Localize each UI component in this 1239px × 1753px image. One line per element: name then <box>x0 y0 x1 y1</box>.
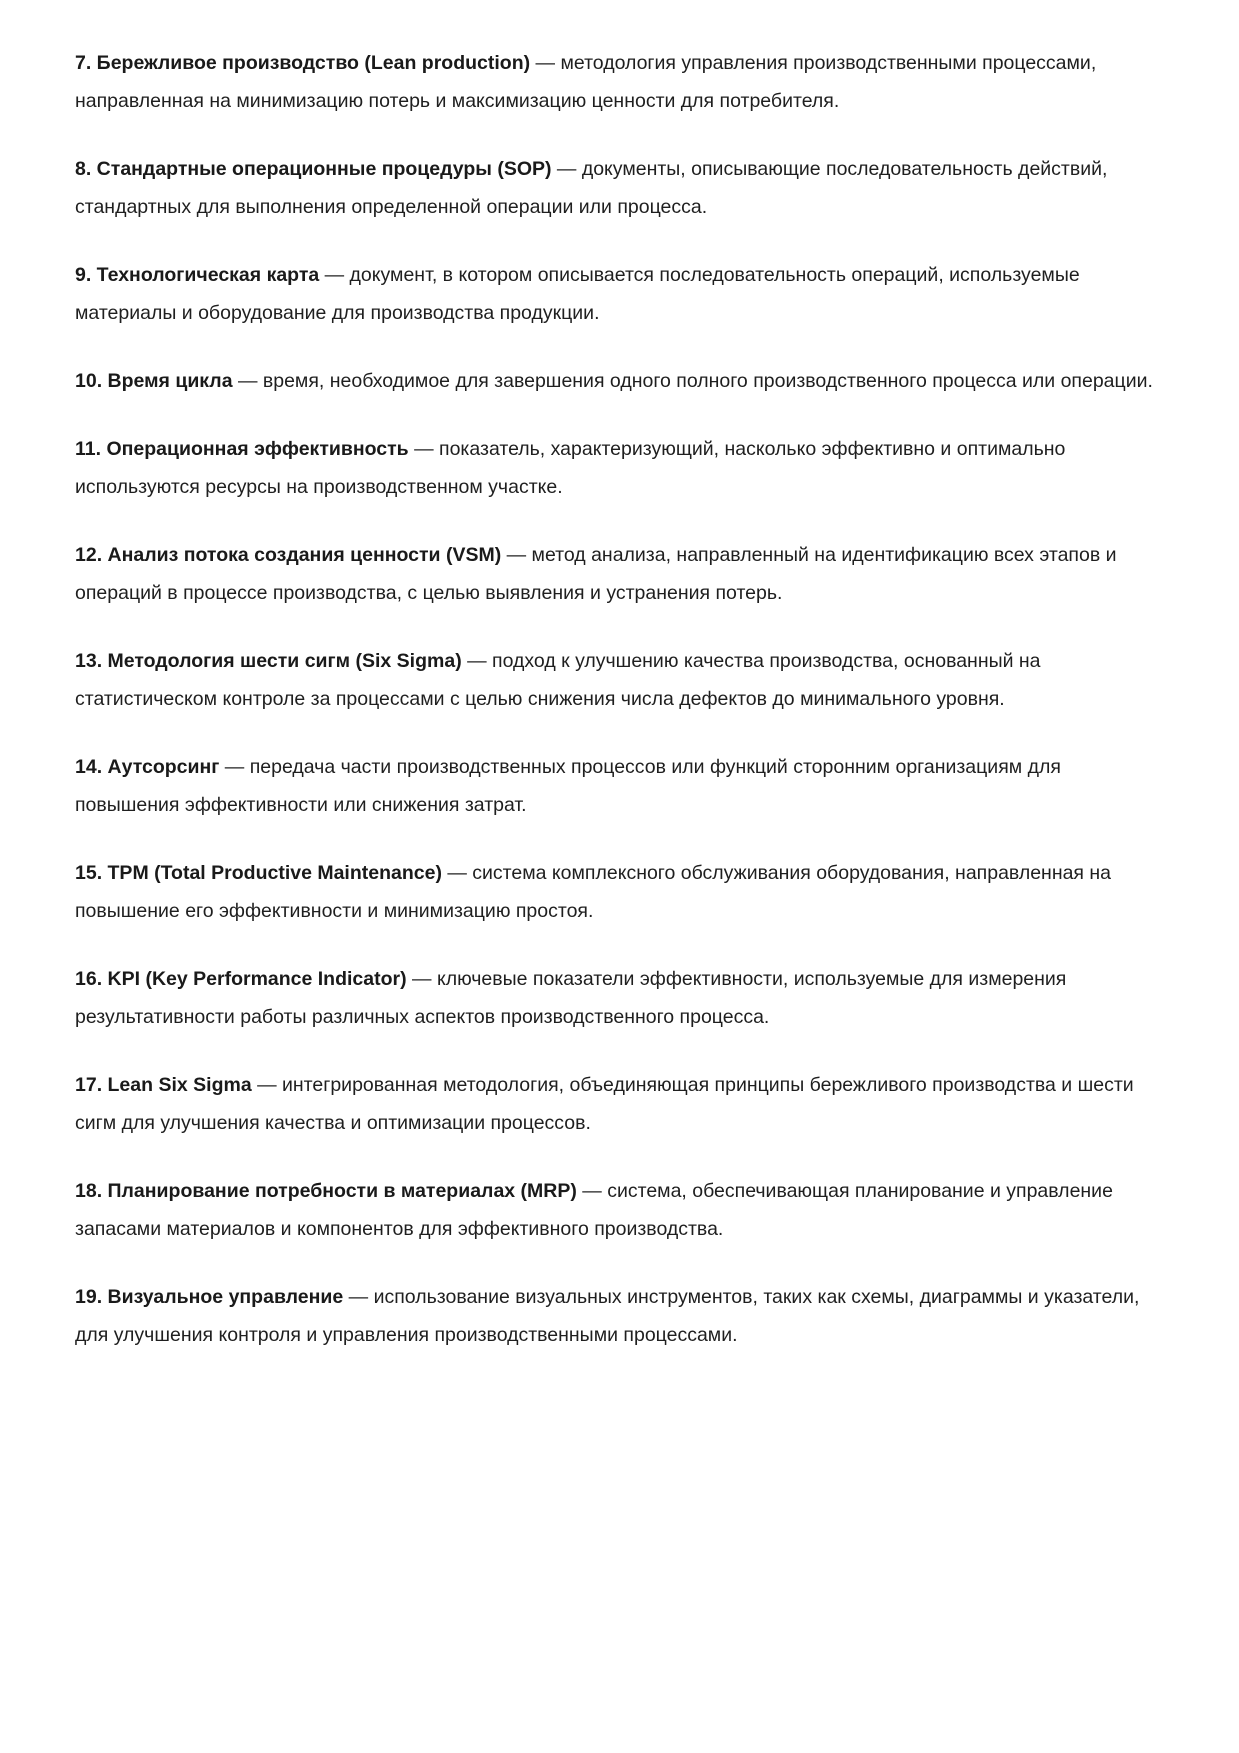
glossary-item <box>75 1172 1165 1248</box>
glossary-item <box>75 430 1165 506</box>
glossary-item <box>75 536 1165 612</box>
glossary-definition: — ключевые показатели эффективности, используемые для измерения результативности работы различных аспектов производственного процесса. <box>75 968 1067 1029</box>
glossary-definition: — время, необходимое для завершения одного полного производственного процесса или операции. <box>232 370 1153 393</box>
glossary-term: 9. Технологическая карта <box>75 264 320 287</box>
glossary-term: 14. Аутсорсинг <box>75 756 220 779</box>
glossary-term: 10. Время цикла <box>75 370 233 393</box>
glossary-definition: — документы, описывающие последовательность действий, стандартных для выполнения определенной операции или процесса. <box>75 158 1108 219</box>
glossary-item <box>75 150 1165 226</box>
glossary-term: 8. Стандартные операционные процедуры (SOP) <box>75 158 552 181</box>
glossary-item <box>75 362 1165 400</box>
glossary-item <box>75 1066 1165 1142</box>
glossary-term: 19. Визуальное управление <box>75 1286 344 1309</box>
glossary-list <box>75 44 1165 1354</box>
glossary-definition: — метод анализа, направленный на идентификацию всех этапов и операций в процессе производства, с целью выявления и устранения потерь. <box>75 544 1117 605</box>
glossary-term: 17. Lean Six Sigma <box>75 1074 252 1097</box>
glossary-item <box>75 960 1165 1036</box>
glossary-item <box>75 44 1165 120</box>
glossary-term: 18. Планирование потребности в материалах (MRP) <box>75 1180 577 1203</box>
glossary-definition: — показатель, характеризующий, насколько эффективно и оптимально используются ресурсы на производственном участке. <box>75 438 1066 499</box>
glossary-definition: — документ, в котором описывается последовательность операций, используемые материалы и оборудование для производства продукции. <box>75 264 1080 325</box>
glossary-definition: — использование визуальных инструментов, таких как схемы, диаграммы и указатели, для улучшения контроля и управления производственными процессами. <box>75 1286 1140 1347</box>
glossary-definition: — система комплексного обслуживания оборудования, направленная на повышение его эффективности и минимизацию простоя. <box>75 862 1112 923</box>
glossary-definition: — методология управления производственными процессами, направленная на минимизацию потерь и максимизацию ценности для потребителя. <box>75 52 1097 113</box>
glossary-item <box>75 1278 1165 1354</box>
glossary-item <box>75 748 1165 824</box>
glossary-term: 7. Бережливое производство (Lean production) <box>75 52 531 74</box>
glossary-term: 11. Операционная эффективность <box>75 438 409 461</box>
glossary-item <box>75 256 1165 332</box>
glossary-definition: — система, обеспечивающая планирование и управление запасами материалов и компонентов для эффективного производства. <box>75 1180 1113 1241</box>
glossary-definition: — передача части производственных процессов или функций сторонним организациям для повышения эффективности или снижения затрат. <box>75 756 1061 817</box>
glossary-term: 13. Методология шести сигм (Six Sigma) <box>75 650 462 673</box>
glossary-item <box>75 642 1165 718</box>
glossary-term: 16. KPI (Key Performance Indicator) <box>75 968 407 991</box>
glossary-item <box>75 854 1165 930</box>
glossary-term: 12. Анализ потока создания ценности (VSM) <box>75 544 502 567</box>
glossary-term: 15. TPM (Total Productive Maintenance) <box>75 862 442 885</box>
glossary-definition: — подход к улучшению качества производства, основанный на статистическом контроле за процессами с целью снижения числа дефектов до минимального уровня. <box>75 650 1041 711</box>
glossary-definition: — интегрированная методология, объединяющая принципы бережливого производства и шести сигм для улучшения качества и оптимизации процессов. <box>75 1074 1134 1135</box>
